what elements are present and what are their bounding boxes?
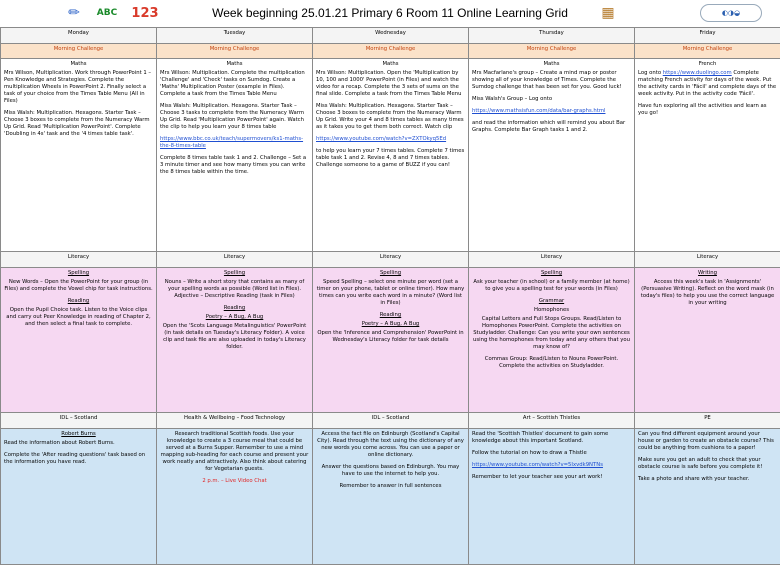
literacy-thursday-grammar: Capital Letters and Full Stops Groups. Read/Listen to Homophones PowerPoint. Complete the activities on Studyladder. Challenge: Can you write your own sentences using the homophones from today and any others that you may know of? bbox=[472, 316, 631, 351]
robert-burns-heading: Robert Burns bbox=[4, 431, 153, 438]
day-header-row bbox=[1, 28, 780, 44]
art-label-thursday: Art – Scottish Thistles bbox=[469, 413, 635, 429]
pe-friday-obstacle: Can you find different equipment around your house or garden to create an obstacle course? This could be anything from cushions to a paper! bbox=[638, 431, 777, 452]
pe-friday-safety: Make sure you get an adult to check that your obstacle course is safe before you complete it! bbox=[638, 457, 777, 471]
maths-row bbox=[1, 59, 780, 252]
day-header-wednesday: Wednesday bbox=[313, 28, 469, 44]
maths-wednesday-wilson: Mrs Wilson: Multiplication. Open the 'Multiplication by 10, 100 and 1000' PowerPoint (in Files) and watch the video for a recap. Complete the 3 sets of sums on the final slide. Complete a task from the Times Table Menu bbox=[316, 70, 465, 98]
art-thursday-reminder: Remember to let your teacher see your art work! bbox=[472, 474, 631, 481]
day-header-friday: Friday bbox=[635, 28, 780, 44]
morning-challenge-tuesday: Morning Challenge bbox=[157, 44, 313, 59]
morning-challenge-thursday: Morning Challenge bbox=[469, 44, 635, 59]
reading-heading: Reading bbox=[316, 312, 465, 319]
french-explore-text: Have fun exploring all the activities and learn as you go! bbox=[638, 103, 777, 117]
maths-tuesday bbox=[157, 59, 313, 252]
spelling-heading: Spelling bbox=[160, 270, 309, 277]
maths-tuesday-tasks: Complete 8 times table task 1 and 2. Challenge – Set a 3 minute timer and see how many times you can write the 8 times table within the time. bbox=[160, 155, 309, 176]
bar-graphs-link[interactable]: https://www.mathsisfun.com/data/bar-graphs.html bbox=[472, 108, 605, 114]
literacy-label: Literacy bbox=[313, 252, 469, 268]
maths-heading: Maths bbox=[472, 61, 631, 68]
maths-wednesday bbox=[313, 59, 469, 252]
literacy-wednesday bbox=[313, 268, 469, 413]
reading-heading: Reading bbox=[160, 305, 309, 312]
day-header-monday: Monday bbox=[1, 28, 157, 44]
learning-grid bbox=[0, 27, 780, 565]
page-title: Week beginning 25.01.21 Primary 6 Room 11 Online Learning Grid bbox=[0, 6, 780, 20]
hwb-label-tuesday: Health & Wellbeing – Food Technology bbox=[157, 413, 313, 429]
maths-heading: Maths bbox=[316, 61, 465, 68]
literacy-tuesday-reading: Open the 'Scots Language Metalinguistics' PowerPoint (in task details on Tuesday's Literacy Folder). A voice clip and task file are also uploaded in today's Literacy folder. bbox=[160, 323, 309, 351]
maths-heading: Maths bbox=[4, 61, 153, 68]
pe-friday bbox=[635, 429, 780, 565]
literacy-wednesday-reading: Open the 'Inference and Comprehension' PowerPoint in Wednesday's Literacy folder for task details bbox=[316, 330, 465, 344]
123-icon: 123 bbox=[130, 2, 160, 24]
idl-wednesday bbox=[313, 429, 469, 565]
pencil-icon: ✏ bbox=[62, 2, 86, 24]
subject-row bbox=[1, 429, 780, 565]
pe-friday-photo: Take a photo and share with your teacher. bbox=[638, 476, 777, 483]
literacy-monday-reading: Open the Pupil Choice task. Listen to the Voice clips and carry out Peer Knowledge in reading of Chapter 2, and then select a final task to complete. bbox=[4, 307, 153, 328]
spelling-heading: Spelling bbox=[4, 270, 153, 277]
literacy-label: Literacy bbox=[1, 252, 157, 268]
thistle-tutorial-link[interactable]: https://www.youtube.com/watch?v=5Ixvdk9NTNs bbox=[472, 462, 603, 468]
literacy-thursday-spelling: Ask your teacher (in school) or a family member (at home) to give you a spelling test for your words (in Files) bbox=[472, 279, 631, 293]
idl-monday bbox=[1, 429, 157, 565]
idl-label-monday: IDL – Scotland bbox=[1, 413, 157, 429]
art-thursday-read: Read the 'Scottish Thistles' document to gain some knowledge about this important Scotland. bbox=[472, 431, 631, 445]
school-logo-icon: ◐◑◒ bbox=[700, 4, 762, 22]
grammar-heading: Grammar bbox=[472, 298, 631, 305]
poetry-heading: Poetry – A Bug, A Bug bbox=[160, 314, 309, 321]
morning-challenge-monday: Morning Challenge bbox=[1, 44, 157, 59]
pe-label-friday: PE bbox=[635, 413, 780, 429]
bbc-supermovers-link[interactable]: https://www.bbc.co.uk/teach/supermovers/ks1-maths-the-8-times-table bbox=[160, 136, 303, 149]
hwb-tuesday bbox=[157, 429, 313, 565]
youtube-times-table-link[interactable]: https://www.youtube.com/watch?v=ZXTOkyq5Ed bbox=[316, 136, 446, 142]
literacy-friday-writing: Access this week's task in 'Assignments' (Persuasive Writing). Reflect on the word mask (in today's files) to help you use the correct language in your writing bbox=[638, 279, 777, 307]
french-task-text: Complete matching French activity for days of the week. Put the activity cards in 'Fácil' and complete days of the week activity. Put in the activity code 'Fácil'. bbox=[638, 70, 776, 97]
literacy-monday-spelling: New Words – Open the PowerPoint for your group (in Files) and complete the Vowel chip for task instructions. bbox=[4, 279, 153, 293]
literacy-monday bbox=[1, 268, 157, 413]
live-video-chat-text: 2 p.m. – Live Video Chat bbox=[160, 478, 309, 485]
duolingo-link[interactable]: https://www.duolingo.com bbox=[663, 70, 732, 76]
writing-heading: Writing bbox=[638, 270, 777, 277]
idl-monday-read: Read the information about Robert Burns. bbox=[4, 440, 153, 447]
idl-wednesday-factfile: Access the fact file on Edinburgh (Scotland's Capital City). Read through the text using the dictionary of any new words you come across. You can use a paper or online dictionary. bbox=[316, 431, 465, 459]
idl-wednesday-questions: Answer the questions based on Edinburgh. You may have to use the internet to help you. bbox=[316, 464, 465, 478]
literacy-thursday bbox=[469, 268, 635, 413]
maths-heading: Maths bbox=[160, 61, 309, 68]
blocks-icon: ▦ bbox=[596, 2, 620, 24]
literacy-label: Literacy bbox=[635, 252, 780, 268]
maths-thursday-tasks: and read the information which will remind you about Bar Graphs. Complete Bar Graph tasks 1 and 2. bbox=[472, 120, 631, 134]
spelling-heading: Spelling bbox=[472, 270, 631, 277]
art-thursday-tutorial: Follow the tutorial on how to draw a Thistle bbox=[472, 450, 631, 457]
maths-wednesday-walsh: Miss Walsh: Multiplication. Hexagons. Starter Task – Choose 3 boxes to complete from the Numeracy Warm Up Grid. Write your 4 and 8 times tables as many times as it takes you to get them both correct. Watch clip bbox=[316, 103, 465, 131]
literacy-tuesday-spelling: Nouns – Write a short story that contains as many of your spelling words as possible (Word list in Files). Adjective – Descriptive Reading (task in Files) bbox=[160, 279, 309, 300]
title-bar bbox=[0, 0, 780, 28]
literacy-tuesday bbox=[157, 268, 313, 413]
day-header-tuesday: Tuesday bbox=[157, 28, 313, 44]
maths-monday-wilson: Mrs Wilson, Multiplication. Work through PowerPoint 1 – Pen Knowledge and Strategies. Complete the multiplication Wheels in PowerPoint 2. Finally select a task of your choice from the Times Table Menu (All in Files) bbox=[4, 70, 153, 105]
reading-heading: Reading bbox=[4, 298, 153, 305]
homophones-heading: Homophones bbox=[472, 307, 631, 314]
abc-icon: ABC bbox=[96, 2, 118, 24]
french-login-text: Log onto bbox=[638, 70, 661, 76]
spelling-heading: Spelling bbox=[316, 270, 465, 277]
morning-challenge-wednesday: Morning Challenge bbox=[313, 44, 469, 59]
maths-thursday-macfarlane: Mrs Macfarlane's group – Create a mind map or poster showing all of your knowledge of Times. Complete the Sumdog challenge that has been set for you. Good luck! bbox=[472, 70, 631, 91]
maths-tuesday-walsh: Miss Walsh: Multiplication. Hexagons. Starter Task – Choose 3 tasks to complete from the Numeracy Warm Up Grid. Read 'Multiplication PowerPoint' again. Watch the clip to help you learn your 8 times table bbox=[160, 103, 309, 131]
subject-label-row bbox=[1, 413, 780, 429]
literacy-wednesday-spelling: Speed Spelling – select one minute per word (set a timer on your phone, tablet or online timer). How many times can you write each word in a minute? (Word list in Files) bbox=[316, 279, 465, 307]
literacy-label: Literacy bbox=[469, 252, 635, 268]
hwb-tuesday-task: Research traditional Scottish foods. Use your knowledge to create a 3 course meal that could be served at a Burns Supper. Remember to use a mind mapping sub-heading for each course and present your work neatly and attractively. Also think about catering for Vegetarian guests. bbox=[160, 431, 309, 473]
idl-wednesday-reminder: Remember to answer in full sentences bbox=[316, 483, 465, 490]
maths-monday bbox=[1, 59, 157, 252]
maths-monday-walsh: Miss Walsh: Multiplication. Hexagons. Starter Task – Choose 3 boxes to complete from the Numeracy Warm Up Grid. Read 'Multiplication PowerPoint'. Complete 'Doubling in 4s' task and the '4 times table task'. bbox=[4, 110, 153, 138]
idl-monday-questions: Complete the 'After reading questions' task based on the information you have read. bbox=[4, 452, 153, 466]
literacy-friday bbox=[635, 268, 780, 413]
french-friday bbox=[635, 59, 780, 252]
maths-thursday-walsh: Miss Walsh's Group – Log onto bbox=[472, 96, 631, 103]
poetry-heading: Poetry – A Bug, A Bug bbox=[316, 321, 465, 328]
maths-tuesday-wilson: Mrs Wilson: Multiplication. Complete the multiplication 'Challenge' and 'Check' tasks on Sumdog. Create a 'Maths' Multiplication Poster (example in Files). Complete a task from the Times Table Menu bbox=[160, 70, 309, 98]
literacy-thursday-commas: Commas Group: Read/Listen to Nouns PowerPoint. Complete the activities on Studyladder. bbox=[472, 356, 631, 370]
french-heading: French bbox=[638, 61, 777, 68]
literacy-label-row bbox=[1, 252, 780, 268]
maths-thursday bbox=[469, 59, 635, 252]
idl-label-wednesday: IDL – Scotland bbox=[313, 413, 469, 429]
morning-challenge-friday: Morning Challenge bbox=[635, 44, 780, 59]
morning-challenge-row bbox=[1, 44, 780, 59]
maths-wednesday-tasks: to help you learn your 7 times tables. Complete 7 times table task 1 and 2. Revise 4, 8 and 7 times tables. Challenge someone to a game of BUZZ if you can! bbox=[316, 148, 465, 169]
art-thursday bbox=[469, 429, 635, 565]
literacy-row bbox=[1, 268, 780, 413]
literacy-label: Literacy bbox=[157, 252, 313, 268]
day-header-thursday: Thursday bbox=[469, 28, 635, 44]
